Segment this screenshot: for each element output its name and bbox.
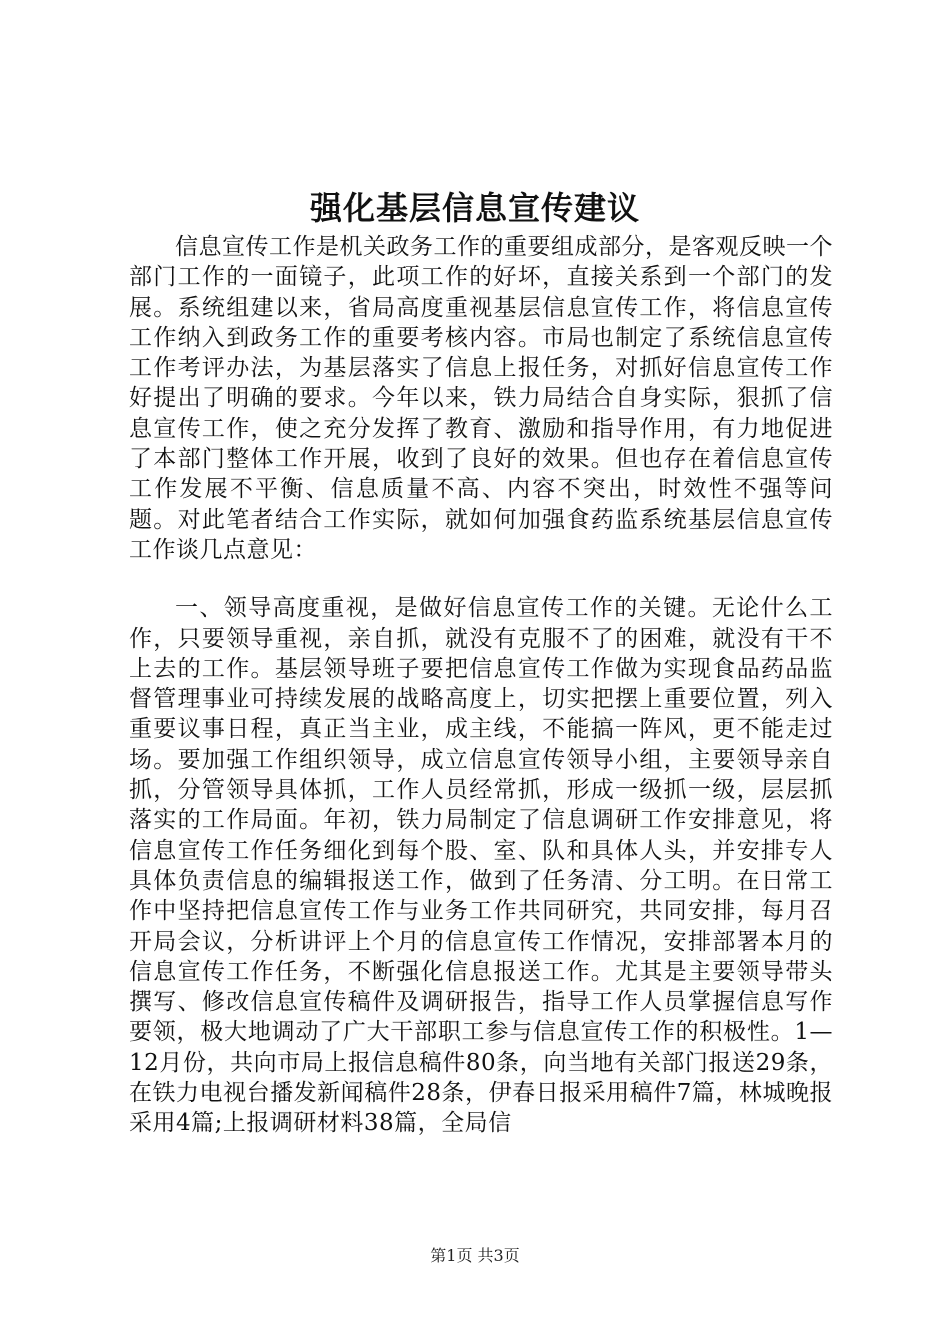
- document-body: [129, 232, 833, 1139]
- page-number-footer: 第1页 共3页: [430, 1246, 520, 1265]
- body-paragraph-leadership: 一、领导高度重视，是做好信息宣传工作的关键。无论什么工作，只要领导重视，亲自抓，就没有克服不了的困难，就没有干不上去的工作。基层领导班子要把信息宣传工作做为实现食品药品监督管理事业可持续发展的战略高度上，切实把摆上重要位置，列入重要议事日程，真正当主业，成主线，不能搞一阵风，更不能走过场。要加强工作组织领导，成立信息宣传领导小组，主要领导亲自抓，分管领导具体抓，工作人员经常抓，形成一级抓一级，层层抓落实的工作局面。年初，铁力局制定了信息调研工作安排意见，将信息宣传工作任务细化到每个股、室、队和具体人头，并安排专人具体负责信息的编辑报送工作，做到了任务清、分工明。在日常工作中坚持把信息宣传工作与业务工作共同研究，共同安排，每月召开局会议，分析讲评上个月的信息宣传工作情况，安排部署本月的信息宣传工作任务，不断强化信息报送工作。尤其是主要领导带头撰写、修改信息宣传稿件及调研报告，指导工作人员掌握信息写作要领，极大地调动了广大干部职工参与信息宣传工作的积极性。1—12月份，共向市局上报信息稿件80条，向当地有关部门报送29条，在铁力电视台播发新闻稿件28条，伊春日报采用稿件7篇，林城晚报采用4篇;上报调研材料38篇，全局信: [129, 595, 833, 1137]
- body-paragraph-intro: 信息宣传工作是机关政务工作的重要组成部分，是客观反映一个部门工作的一面镜子，此项工作的好坏，直接关系到一个部门的发展。系统组建以来，省局高度重视基层信息宣传工作，将信息宣传工作纳入到政务工作的重要考核内容。市局也制定了系统信息宣传工作考评办法，为基层落实了信息上报任务，对抓好信息宣传工作好提出了明确的要求。今年以来，铁力局结合自身实际，狠抓了信息宣传工作，使之充分发挥了教育、激励和指导作用，有力地促进了本部门整体工作开展，收到了良好的效果。但也存在着信息宣传工作发展不平衡、信息质量不高、内容不突出，时效性不强等问题。对此笔者结合工作实际，就如何加强食药监系统基层信息宣传工作谈几点意见：: [129, 234, 833, 563]
- document-title: 强化基层信息宣传建议: [309, 189, 640, 227]
